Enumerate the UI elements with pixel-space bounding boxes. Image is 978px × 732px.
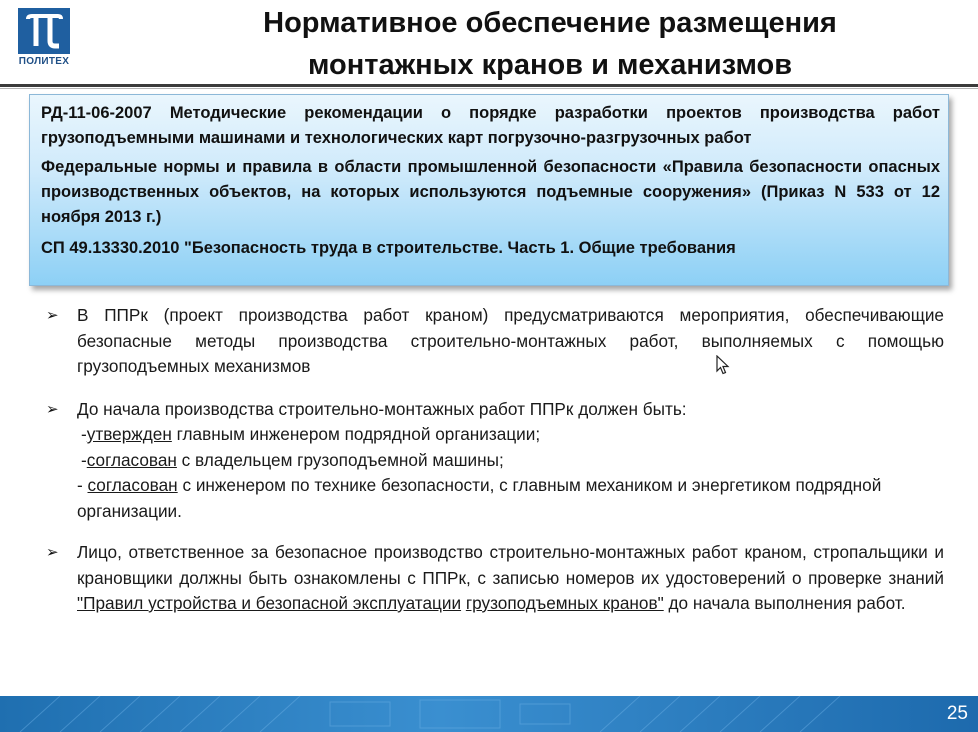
- arrow-bullet-icon: ➢: [46, 400, 59, 418]
- rules-reference-link-cont: грузоподъемных кранов": [465, 593, 664, 613]
- underlined-approved: утвержден: [86, 424, 172, 444]
- slide-footer: [0, 696, 978, 732]
- dash: -: [81, 424, 87, 444]
- normative-documents-box: [29, 94, 949, 286]
- requirement-approved: [77, 422, 944, 448]
- title-divider-shadow: [0, 88, 978, 89]
- page-number: 25: [946, 703, 968, 724]
- logo: [14, 8, 74, 70]
- dash: -: [81, 449, 87, 470]
- requirement-agreed-owner: [77, 448, 944, 474]
- arrow-bullet-icon: ➢: [46, 544, 59, 561]
- mouse-pointer-icon: [716, 355, 730, 380]
- bullet-text-ppr: В ППРк (проект производства работ краном) предусматриваются мероприятия, обеспечивающие безопасные методы производства строительно-монтажных работ, выполняемых с помощью грузоподъемных механизмов: [77, 305, 944, 376]
- dash: -: [77, 475, 88, 495]
- bullet-item: [46, 397, 944, 525]
- underlined-agreed: согласован: [86, 449, 177, 470]
- rules-reference-link: "Правил устройства и безопасной эксплуатации: [77, 593, 462, 613]
- title-line-2: монтажных кранов и механизмов: [307, 49, 793, 81]
- bullet-intro: До начала производства строительно-монтажных работ ППРк должен быть:: [77, 398, 687, 419]
- title-line-1: Нормативное обеспечение размещения: [263, 7, 837, 39]
- underlined-agreed: согласован: [87, 475, 178, 495]
- logo-text: ПОЛИТЕХ: [18, 56, 70, 67]
- arrow-bullet-icon: ➢: [46, 307, 59, 324]
- document-federal-norms: Федеральные нормы и правила в области промышленной безопасности «Правила безопасности опасных производственных объектов, на которых используются подъемные сооружения» (Приказ N 533 от 12 ноября 2013 г.): [41, 158, 940, 226]
- bullet-item: [46, 303, 944, 380]
- pi-logo-icon: [18, 8, 70, 54]
- requirement-agreed-engineer: [77, 473, 944, 524]
- requirement-text: главным инженером подрядной организации;: [171, 424, 541, 444]
- bullet-item: [46, 540, 944, 617]
- page-title: [140, 2, 960, 86]
- bullet-tail: до начала выполнения работ.: [663, 593, 906, 613]
- bullet-list: [46, 303, 944, 617]
- requirement-text: с владельцем грузоподъемной машины;: [176, 449, 504, 470]
- document-rd-11-06-2007: РД-11-06-2007 Методические рекомендации о порядке разработки проектов производства работ грузоподъемными машинами и технологических карт погрузочно-разгрузочных работ: [41, 104, 940, 147]
- footer-pattern: [0, 696, 978, 732]
- title-divider: [0, 84, 978, 87]
- requirement-text: с инженером по технике безопасности, с главным механиком и энергетиком подрядной организации.: [77, 475, 882, 521]
- bullet-text-responsible: Лицо, ответственное за безопасное производство строительно-монтажных работ краном, стропальщики и крановщики должны быть ознакомлены с ППРк, с записью номеров их удостоверений о проверке знаний: [77, 542, 944, 588]
- document-sp-49-13330: СП 49.13330.2010 "Безопасность труда в строительстве. Часть 1. Общие требования: [41, 239, 736, 257]
